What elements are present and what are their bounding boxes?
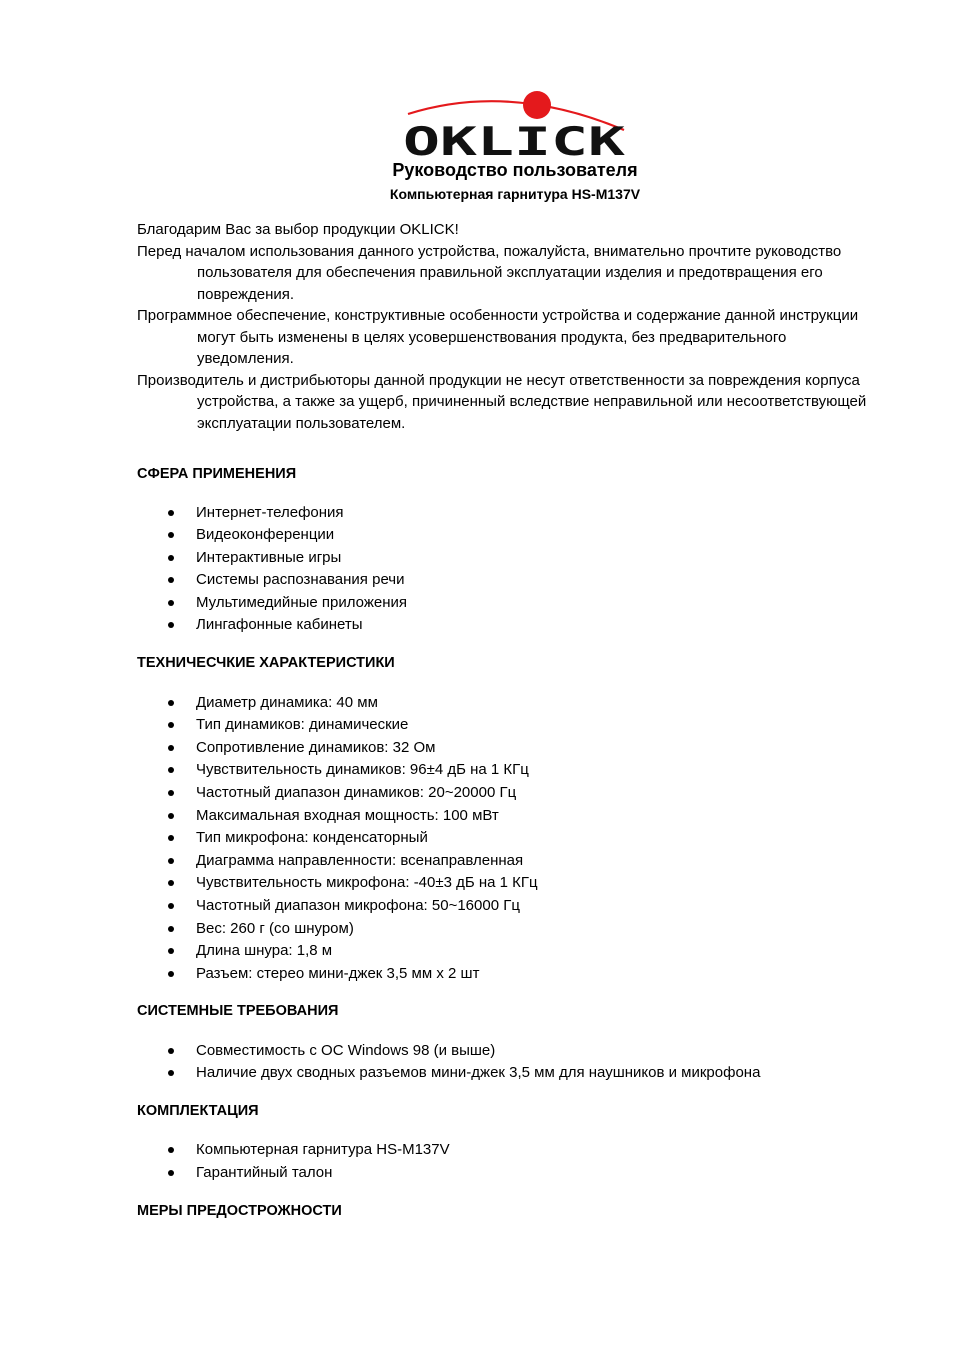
list-item — [137, 1162, 877, 1185]
usage-list — [137, 502, 877, 638]
list-item — [137, 1062, 877, 1085]
bullet-icon — [168, 790, 174, 796]
section-heading-specs: ТЕХНИЧЕСЧКИЕ ХАРАКТЕРИСТИКИ — [137, 655, 395, 672]
list-item — [137, 895, 877, 918]
bullet-icon — [168, 622, 174, 628]
intro-paragraph: Перед началом использования данного устройства, пожалуйста, внимательно прочтите руководство пользователя для обеспечения правильной эксплуатации изделия и предотвращения его повреждения. — [137, 242, 842, 303]
bullet-icon — [168, 700, 174, 706]
bullet-icon — [168, 555, 174, 561]
bullet-icon — [168, 880, 174, 886]
list-item — [137, 592, 877, 615]
list-item — [137, 614, 877, 637]
bullet-icon — [168, 745, 174, 751]
page-title: Руководство пользователя — [392, 160, 638, 180]
list-item-text: Интернет-телефония — [196, 503, 344, 521]
list-item — [137, 1139, 877, 1162]
bullet-icon — [168, 722, 174, 728]
bullet-icon — [168, 903, 174, 909]
list-item-text: Компьютерная гарнитура HS-M137V — [196, 1141, 450, 1159]
list-item — [137, 940, 877, 963]
list-item-text: Гарантийный талон — [196, 1164, 333, 1182]
list-item-text: Наличие двух сводных разъемов мини-джек 3,5 мм для наушников и микрофона — [196, 1064, 761, 1082]
list-item — [137, 692, 877, 715]
package-list — [137, 1139, 877, 1184]
section-heading-package: КОМПЛЕКТАЦИЯ — [137, 1102, 259, 1119]
list-item-text: Диаграмма направленности: всенаправленная — [196, 851, 524, 869]
list-item — [137, 714, 877, 737]
list-item — [137, 782, 877, 805]
list-item-text: Тип микрофона: конденсаторный — [196, 829, 428, 847]
intro-paragraph: Программное обеспечение, конструктивные особенности устройства и содержание данной инструкции могут быть изменены в целях усовершенствования продукта, без предварительного уведомления. — [137, 307, 859, 367]
list-item — [137, 569, 877, 592]
list-item — [137, 872, 877, 895]
specs-list — [137, 692, 877, 986]
list-item — [137, 737, 877, 760]
list-item-text: Совместимость с ОС Windows 98 (и выше) — [196, 1041, 496, 1059]
list-item — [137, 502, 877, 525]
list-item-text: Максимальная входная мощность: 100 мВт — [196, 806, 499, 824]
page-subtitle: Компьютерная гарнитура HS-M137V — [389, 186, 641, 202]
list-item-text: Вес: 260 г (со шнуром) — [196, 919, 354, 937]
bullet-icon — [168, 948, 174, 954]
bullet-icon — [168, 1147, 174, 1153]
bullet-icon — [168, 1070, 174, 1076]
bullet-icon — [168, 1048, 174, 1054]
list-item-text: Мультимедийные приложения — [196, 593, 407, 611]
bullet-icon — [168, 835, 174, 841]
section-heading-requirements: СИСТЕМНЫЕ ТРЕБОВАНИЯ — [137, 1003, 339, 1020]
oklick-logo — [400, 86, 630, 158]
list-item-text: Частотный диапазон динамиков: 20~20000 Гц — [196, 783, 517, 801]
list-item-text: Диаметр динамика: 40 мм — [196, 693, 378, 711]
logo-dot — [523, 91, 551, 119]
bullet-icon — [168, 577, 174, 583]
bullet-icon — [168, 600, 174, 606]
list-item — [137, 918, 877, 941]
list-item — [137, 1040, 877, 1063]
list-item-text: Лингафонные кабинеты — [196, 616, 363, 634]
list-item — [137, 524, 877, 547]
bullet-icon — [168, 813, 174, 819]
intro-paragraph: Производитель и дистрибьюторы данной продукции не несут ответственности за повреждения корпуса устройства, а также за ущерб, причиненный вследствие неправильной или несоответствующей эксплуатации пользователем. — [137, 371, 867, 432]
list-item — [137, 850, 877, 873]
list-item-text: Разъем: стерео мини-джек 3,5 мм х 2 шт — [196, 964, 480, 982]
list-item-text: Чувствительность динамиков: 96±4 дБ на 1 КГц — [196, 761, 529, 779]
list-item-text: Чувствительность микрофона: -40±3 дБ на 1 КГц — [196, 874, 538, 892]
bullet-icon — [168, 926, 174, 932]
bullet-icon — [168, 971, 174, 977]
bullet-icon — [168, 510, 174, 516]
bullet-icon — [168, 532, 174, 538]
bullet-icon — [168, 858, 174, 864]
oklick-logo-graphic — [400, 86, 630, 158]
list-item — [137, 827, 877, 850]
logo-text: OKLICK — [403, 120, 626, 158]
list-item-text: Длина шнура: 1,8 м — [196, 942, 333, 960]
list-item-text: Системы распознавания речи — [196, 571, 405, 589]
bullet-icon — [168, 767, 174, 773]
list-item — [137, 759, 877, 782]
bullet-icon — [168, 1170, 174, 1176]
requirements-list — [137, 1040, 877, 1085]
list-item-text: Интерактивные игры — [196, 548, 342, 566]
list-item-text: Видеоконференции — [196, 526, 335, 544]
list-item — [137, 547, 877, 570]
list-item — [137, 805, 877, 828]
list-item-text: Частотный диапазон микрофона: 50~16000 Гц — [196, 896, 520, 914]
list-item-text: Сопротивление динамиков: 32 Ом — [196, 738, 436, 756]
intro-paragraph: Благодарим Вас за выбор продукции OKLICK! — [137, 221, 459, 238]
section-heading-usage: СФЕРА ПРИМЕНЕНИЯ — [137, 466, 297, 482]
list-item — [137, 963, 877, 986]
section-heading-precautions: МЕРЫ ПРЕДОСТРОЖНОСТИ — [137, 1202, 342, 1219]
document-body — [137, 219, 877, 1222]
list-item-text: Тип динамиков: динамические — [196, 716, 409, 734]
